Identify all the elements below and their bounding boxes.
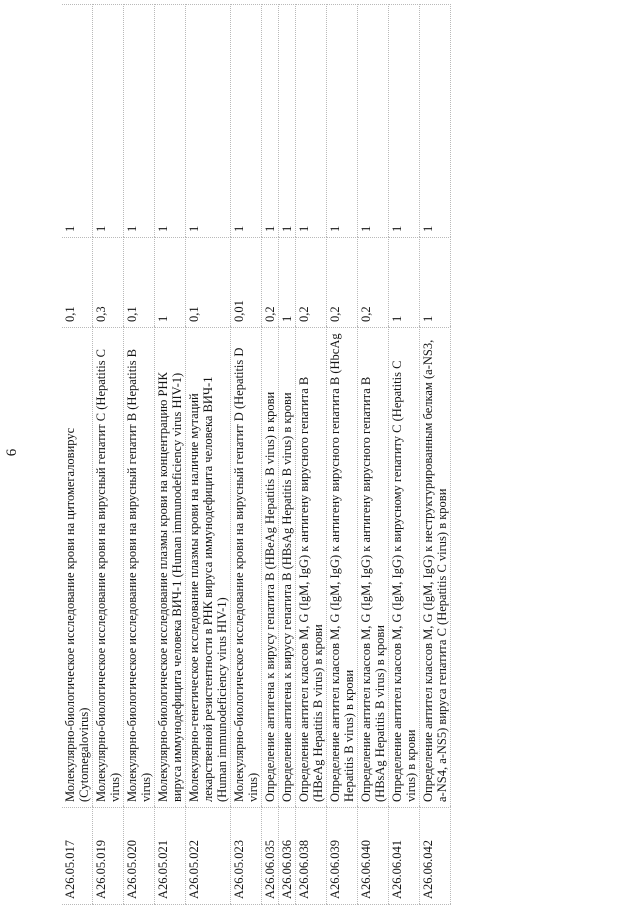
multiplicity: 1: [279, 5, 296, 238]
multiplicity: 1: [231, 5, 262, 238]
table-row: [358, 5, 389, 905]
frequency-coefficient: 1: [389, 238, 420, 328]
service-name: Определение антител классов M, G (IgM, IgG) к антигену вирусного гепатита B (HbcAg Hepatitis B virus) в крови: [327, 328, 358, 808]
table-row: [420, 5, 451, 905]
service-code: A26.06.039: [327, 808, 358, 905]
multiplicity: 1: [262, 5, 279, 238]
service-code: A26.06.038: [296, 808, 327, 905]
service-name: Определение антигена к вирусу гепатита B (HBsAg Hepatitis B virus) в крови: [279, 328, 296, 808]
multiplicity: 1: [62, 5, 93, 238]
service-code: A26.06.035: [262, 808, 279, 905]
service-name: Определение антител классов M, G (IgM, IgG) к вирусному гепатиту C (Hepatitis C virus) в крови: [389, 328, 420, 808]
service-name: Определение антител классов M, G (IgM, IgG) к антигену вирусного гепатита B (HBsAg Hepatitis B virus) в крови: [358, 328, 389, 808]
table-row: [296, 5, 327, 905]
frequency-coefficient: 0,01: [231, 238, 262, 328]
service-name: Молекулярно-биологическое исследование крови на вирусный гепатит D (Hepatitis D virus): [231, 328, 262, 808]
service-code: A26.06.040: [358, 808, 389, 905]
table-row: [124, 5, 155, 905]
frequency-coefficient: 1: [155, 238, 186, 328]
table-row: [155, 5, 186, 905]
multiplicity: 1: [358, 5, 389, 238]
frequency-coefficient: 0,3: [93, 238, 124, 328]
table-row: [186, 5, 231, 905]
service-name: Молекулярно-биологическое исследование крови на вирусный гепатит B (Hepatitis B virus): [124, 328, 155, 808]
multiplicity: 1: [389, 5, 420, 238]
table-row: [62, 5, 93, 905]
frequency-coefficient: 1: [279, 238, 296, 328]
frequency-coefficient: 1: [420, 238, 451, 328]
table-row: [262, 5, 279, 905]
service-code: A26.06.041: [389, 808, 420, 905]
multiplicity: 1: [327, 5, 358, 238]
multiplicity: 1: [93, 5, 124, 238]
multiplicity: 1: [155, 5, 186, 238]
services-table-body: [62, 5, 451, 905]
table-row: [93, 5, 124, 905]
frequency-coefficient: 0,2: [358, 238, 389, 328]
multiplicity: 1: [124, 5, 155, 238]
multiplicity: 1: [186, 5, 231, 238]
frequency-coefficient: 0,1: [186, 238, 231, 328]
service-code: A26.05.020: [124, 808, 155, 905]
frequency-coefficient: 0,1: [124, 238, 155, 328]
frequency-coefficient: 0,2: [296, 238, 327, 328]
table-row: [231, 5, 262, 905]
table-row: [389, 5, 420, 905]
service-name: Определение антител классов M, G (IgM, IgG) к неструктурированным белкам (a-NS3, a-NS4, a-NS5) вируса гепатита C (Hepatitis C virus) в крови: [420, 328, 451, 808]
service-code: A26.05.017: [62, 808, 93, 905]
service-name: Молекулярно-биологическое исследование крови на цитомегаловирус (Cytomegalovirus): [62, 328, 93, 808]
service-name: Молекулярно-биологическое исследование плазмы крови на концентрацию РНК вируса иммунодефицита человека ВИЧ-1 (Human immunodeficiency virus HIV-1): [155, 328, 186, 808]
table-row: [327, 5, 358, 905]
page-number: 6: [4, 448, 20, 457]
service-name: Определение антител классов M, G (IgM, IgG) к антигену вирусного гепатита B (HBeAg Hepatitis B virus) в крови: [296, 328, 327, 808]
service-code: A26.05.021: [155, 808, 186, 905]
service-name: Определение антигена к вирусу гепатита B (HBeAg Hepatitis B virus) в крови: [262, 328, 279, 808]
service-code: A26.05.022: [186, 808, 231, 905]
service-name: Молекулярно-биологическое исследование крови на вирусный гепатит C (Hepatitis C virus): [93, 328, 124, 808]
services-table: [62, 4, 451, 905]
service-code: A26.05.023: [231, 808, 262, 905]
service-code: A26.06.042: [420, 808, 451, 905]
service-code: A26.05.019: [93, 808, 124, 905]
table-row: [279, 5, 296, 905]
frequency-coefficient: 0,1: [62, 238, 93, 328]
multiplicity: 1: [420, 5, 451, 238]
service-code: A26.06.036: [279, 808, 296, 905]
multiplicity: 1: [296, 5, 327, 238]
frequency-coefficient: 0,2: [327, 238, 358, 328]
frequency-coefficient: 0,2: [262, 238, 279, 328]
service-name: Молекулярно-генетическое исследование плазмы крови на наличие мутаций лекарственной резистентности в РНК вируса иммунодефицита человека ВИЧ-1 (Human immunodeficiency virus HIV-1): [186, 328, 231, 808]
